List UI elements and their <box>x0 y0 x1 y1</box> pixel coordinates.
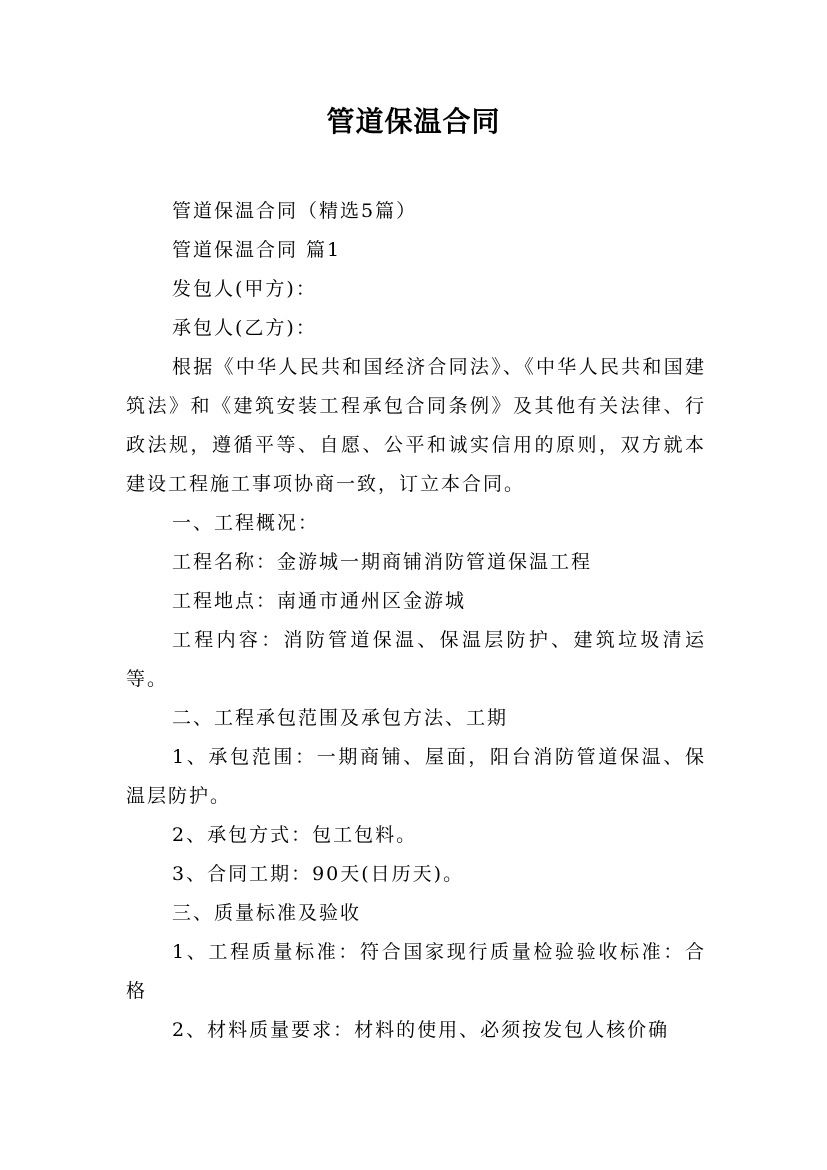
paragraph-subtitle: 管道保温合同（精选5篇） <box>172 200 418 222</box>
document-body <box>126 192 706 1050</box>
paragraph-project-name: 工程名称：金游城一期商铺消防管道保温工程 <box>172 551 593 573</box>
paragraph-quality-standard: 1、工程质量标准：符合国家现行质量检验验收标准：合格 <box>126 941 706 1002</box>
paragraph-heading-quality: 三、质量标准及验收 <box>172 902 362 924</box>
paragraph-preamble: 根据《中华人民共和国经济合同法》、《中华人民共和国建筑法》和《建筑安装工程承包合同条例》及其他有关法律、行政法规，遵循平等、自愿、公平和诚实信用的原则，双方就本建设工程施工事项协商一致，订立本合同。 <box>126 356 706 495</box>
paragraph-project-content: 工程内容：消防管道保温、保温层防护、建筑垃圾清运等。 <box>126 629 706 690</box>
paragraph-scope: 1、承包范围：一期商铺、屋面，阳台消防管道保温、保温层防护。 <box>126 746 706 807</box>
paragraph-duration: 3、合同工期：90天(日历天)。 <box>172 863 465 885</box>
paragraph-party-a: 发包人(甲方)： <box>172 278 317 300</box>
paragraph-heading-overview: 一、工程概况： <box>172 512 320 534</box>
paragraph-party-b: 承包人(乙方)： <box>172 317 317 339</box>
document-title: 管道保温合同 <box>326 105 501 138</box>
paragraph-section-heading: 管道保温合同 篇1 <box>172 239 342 261</box>
paragraph-method: 2、承包方式：包工包料。 <box>172 824 418 846</box>
paragraph-project-location: 工程地点：南通市通州区金游城 <box>172 590 467 612</box>
paragraph-material-quality: 2、材料质量要求：材料的使用、必须按发包人核价确 <box>172 1019 670 1041</box>
paragraph-heading-scope: 二、工程承包范围及承包方法、工期 <box>172 707 509 729</box>
